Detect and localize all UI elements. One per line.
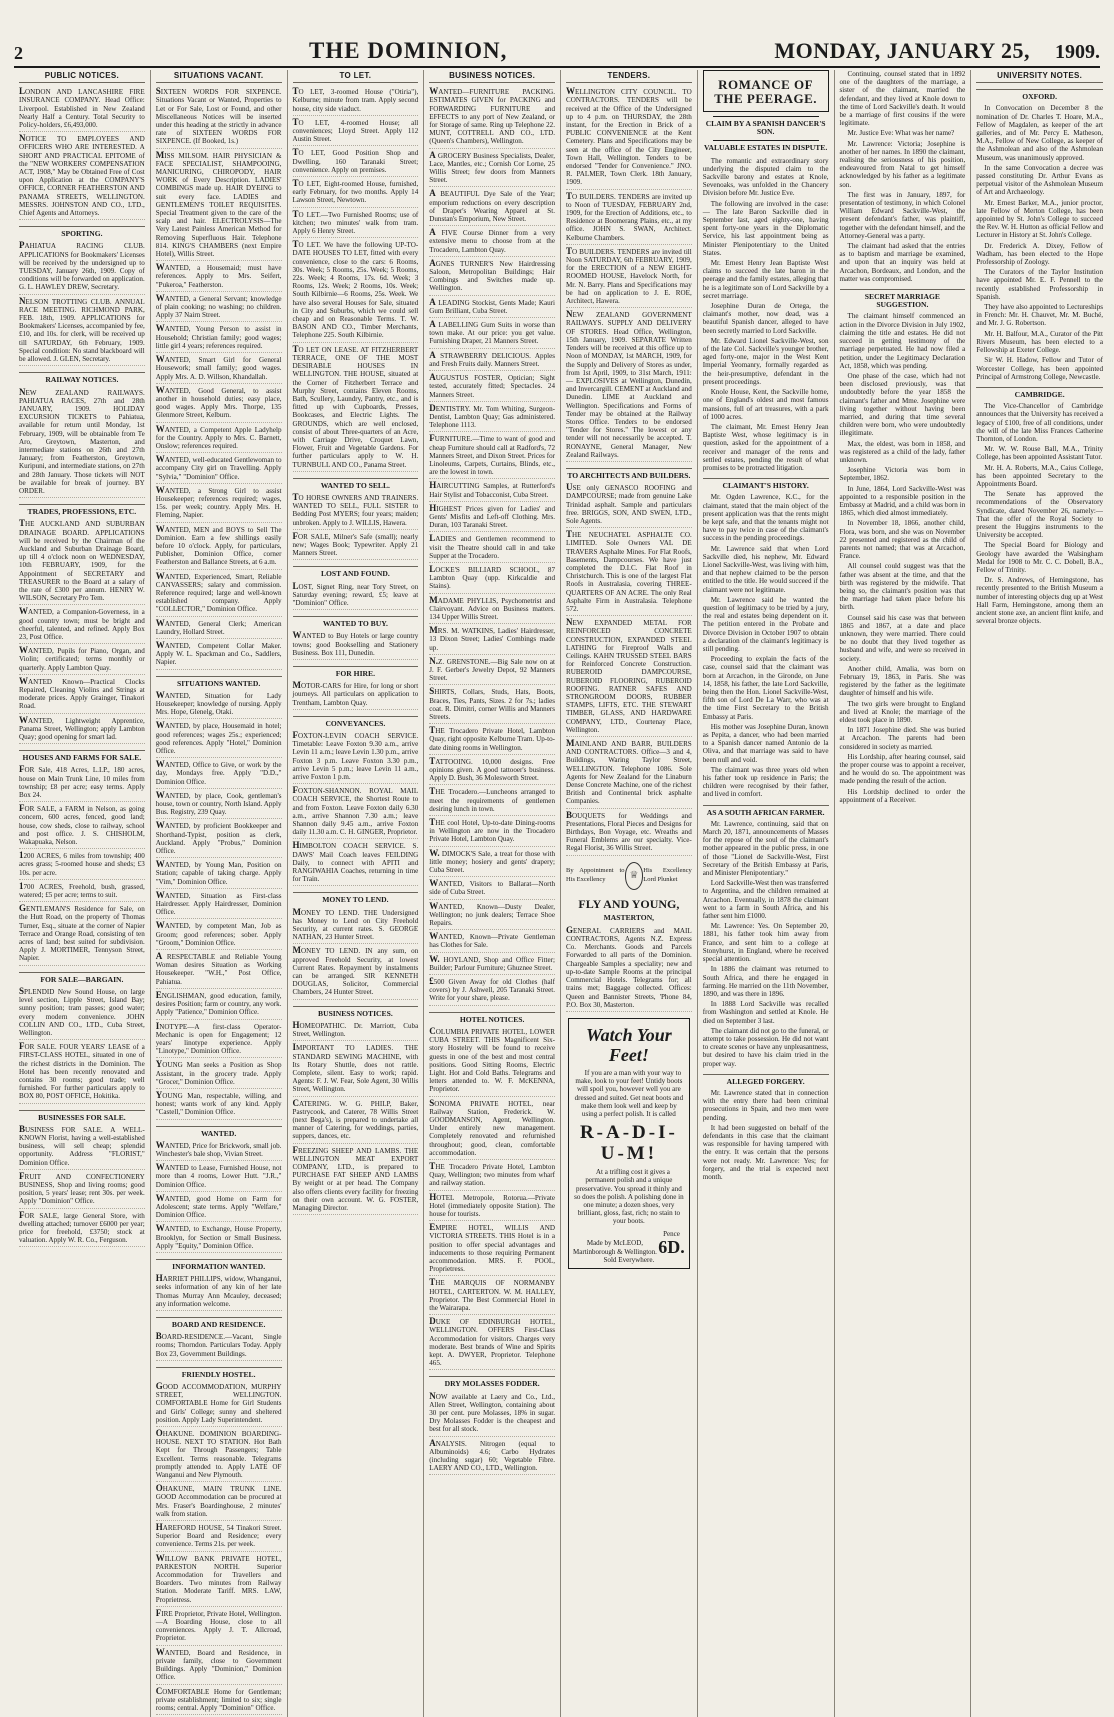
classified-ad: MOTOR-CARS for Hire, for long or short journeys. All particulars on application to Trentham, Lambton Quay. [293,681,419,710]
classified-ad: ENGLISHMAN, good education, family, desires Position; farm or country, any work. Apply "Patience," Dominion Office. [156,991,282,1020]
section-heading: SPORTING. [19,226,145,238]
classified-ad: SHIRTS, Collars, Studs, Hats, Boots, Braces, Ties, Pants, Sizes. 2 for 7s.; ladies coat. R. Dimitri, corner Willis and Manners Streets. [429,687,555,724]
classified-ad: THE Trocadero Private Hotel, Lambton Quay, Wellington; two minutes from wharf and railway station. [429,1162,555,1191]
article-paragraph: In November 18, 1866, another child, Flora, was born, and she was on November 22 presented and registered as the child of parents not named; that was at Arcachon, France. [839,519,966,561]
column-6 [698,70,835,1717]
classified-ad: WANTED, Pupils for Piano, Organ, and Violin; certificated; terms monthly or quarterly. Apply Lambton Quay. [19,646,145,675]
classified-ad: FOR SALE, large General Store, with dwelling attached; turnover £6000 per year; price for freehold, £3750; stock at valuation. Apply W. R. Co., Ferguson. [19,1211,145,1248]
section-heading: BUSINESS NOTICES. [293,1006,419,1018]
classified-ad: COLUMBIA PRIVATE HOTEL, LOWER CUBA STREET. THIS Magnificent Six-story Hostelry will be found to receive guests in one of the best and most central positions. Good Sitting Rooms, Electric Light. Hot and Cold Baths. Telegrams and letters attended to. W. F. McKENNA, Proprietor. [429,1027,555,1097]
section-heading: CONVEYANCES. [293,716,419,728]
article-paragraph: His Lordship declined to order the appointment of a Receiver. [839,787,966,804]
classified-ad: WANTED, a Companion-Governess, in a good country town; must be bright and cheerful, talented, and refined. Apply Box 23, Post Office. [19,607,145,644]
classified-ad: WANTED, Smart Girl for General Housework; small family; good wages. Apply Mrs. A. D. Willson, Khandallah. [156,355,282,384]
classified-ad: YOUNG Man, respectable, willing, and honest; wants work of any kind. Apply "Castell," Dominion Office. [156,1091,282,1120]
classified-ad: A STRAWBERRY DELICIOUS. Apples and Fresh Fruits daily. Manners Street. [429,351,555,371]
column-heading: BUSINESS NOTICES. [429,72,555,83]
section-heading: BUSINESSES FOR SALE. [19,1110,145,1122]
section-heading: BOARD AND RESIDENCE. [156,1317,282,1329]
classified-ad: LADIES and Gentlemen recommend to visit the Theatre should call in and take Supper at the Trocadero. [429,534,555,563]
price-row [573,1230,685,1256]
article-paragraph: Another child, Amalia, was born on February 19, 1863, in Paris. She was registered by the father as the legitimate daughter of himself and his wife. [839,664,966,698]
radium-brand: R-A-D-I-U-M! [579,1122,678,1165]
classified-ad: WANTED, Visitors to Ballarat—North side of Cuba Street. [429,879,555,899]
classified-ad: HOMEOPATHIC. Dr. Marriott, Cuba Street, Wellington. [293,1021,419,1041]
classified-ad: NEW ZEALAND RAILWAYS. PAHIATUA RACES, 27th and 28th JANUARY, 1909. HOLIDAY EXCURSION TICKETS to Pahiatua, available for return until Monday, 1st February, 1909, will be obtainable from Te Aro, Greytown, Masterton, and intermediate stations on 26th and 27th January; from Featherston, Greytown, Kuripuni, and intermediate stations, on 27th and 28th January. Those tickets will NOT be available for break of journey. BY ORDER. [19,388,145,499]
article-paragraph: In the same Convocation a decree was passed constituting Dr. Arthur Evans as perpetual visitor of the Ashmolean Museum of Art and Archaeology. [976,163,1103,197]
classified-ad: WANTED—FURNITURE PACKING. ESTIMATES GIVEN for PACKING and FORWARDING FURNITURE and EFFECTS to any port of New Zealand, or for Storage of same. Ring up Telephone 22. MUNT, COTTRELL AND CO., LTD. (Queen's Chambers), Wellington. [429,87,555,148]
article-paragraph: Mr. Lawrence: Victoria; Josephine is another of her names. In 1890 the claimant, realising the seriousness of his position, endeavoured from Natal to get himself acknowledged by his father as a legitimate son. [839,139,966,189]
classified-ad: AUGUSTUS FOSTER, Optician; Sight tested, accurately fitted; Spectacles. 24 Manners Street. [429,373,555,402]
classified-ad: HAREFORD HOUSE, 54 Tinakori Street. Superior Board and Residence; every convenience. Terms 21s. per week. [156,1523,282,1552]
price-block [658,1230,685,1256]
section-heading: FOR HIRE. [293,666,419,678]
classified-ad: WANTED, a Housemaid; must have references. Apply to Mrs. Seifert, "Pukeroa," Featherston. [156,263,282,292]
section-heading: WANTED. [156,1126,282,1138]
classified-ad: WANTED, General Clerk; American Laundry, Hollard Street. [156,619,282,639]
classified-ad: WANTED, Good General, to assist another in household duties; easy place, good wages. Apply Mrs. Thorpe, 135 Glenmore Street, Kelburn. [156,386,282,423]
classified-ad: FOR SALE, a FARM in Nelson, as going concern, 600 acres, fenced, good land; house, cow sheds, close to railway, school and post office. J. S. CHISHOLM, Wakapuaka, Nelson. [19,804,145,849]
article-paragraph: All counsel could suggest was that the father was absent at the time, and that the birth was registered by the midwife. That being so, the claimant's position was that the marriage had taken place before his birth. [839,562,966,612]
classified-ad: WANTED, well-educated Gentlewoman to accompany City girl on Travelling. Apply "Sylvia," "Dominion" Office. [156,455,282,484]
classified-ad: MISS MILSOM. HAIR PHYSICIAN & FACE SPECIALIST, SHAMPOOING, MANICURING, CHIROPODY, HAIR WORK of Every Description. LADIES' COMBINGS made up. HAIR DYEING to suit every face. LADIES and GENTLEMEN'S TOILET REQUISITES. Special Treatment given to the care of the scalp and hair. ELECTROLYSIS—The Very Latest Painless American Method for Removing Superfluous Hair. Telephone 814. KING'S CHAMBERS (next Empire Hotel), Willis Street. [156,151,282,262]
article-paragraph: Dr. S. Andrews, of Hemingstone, has recently presented to the British Museum a number of interesting objects dug up at West Hall Farm, Hemingstone, among them an ancient stone axe, an ancient flint knife, and several bronze objects. [976,576,1104,626]
column-heading: TO LET. [293,72,419,83]
article-paragraph: The claimant did not go to the funeral, or attempt to take possession. He did not want to create scenes or have any unpleasantness, but desired to have his claim tried in the proper way. [702,1026,829,1068]
classified-ad: NOW available at Laery and Co., Ltd., Allen Street, Wellington, containing about 30 per cent. pure Molasses, 18% in sugar. Dry Molasses Fodder is the cheapest and best for all stock. [429,1392,555,1437]
classified-ad: IMPORTANT TO LADIES. THE STANDARD SEWING MACHINE, with Its Rotary Shuttle, does not rattle. Complete, silent. Easy to work; rapid. Agents: F. J. W. Fear, Sole Agent, 30 Willis Street, Wellington. [293,1043,419,1096]
classified-ad: NEW ZEALAND GOVERNMENT RAILWAYS. SUPPLY AND DELIVERY OF STORES. Head Office, Wellington, 15th January, 1909. SEPARATE Written Tenders will be received at this office up to Noon of MONDAY, 1st MARCH, 1909, for the Supply and Delivery of Stores as under, from 1st April, 1909, to 31st March, 1911:— EXPLOSIVES at Wellington, Dunedin, and Invercargill. CEMENT at Auckland and Dunedin. LIME at Auckland and Wellington. Specifications and Forms of Tender may be obtained at the Railway Stores Office. Tenders to be endorsed "Tender for Stores." The lowest or any tender will not necessarily be accepted. T. RONAYNE, General Manager, New Zealand Railways. [566,310,692,462]
classified-ad: OHAKUNE, MAIN TRUNK LINE. GOOD Accommodation can be procured at Mrs. Fraser's Boardinghouse, 2 minutes' walk from station. [156,1484,282,1521]
classified-ad: FREEZING SHEEP AND LAMBS. THE WELLINGTON MEAT EXPORT COMPANY, LTD., is prepared to PURCHASE FAT SHEEP AND LAMBS By weight or at per head. The Company also offers clients every facility for freezing on their own account. W. G. FOSTER, Managing Director. [293,1146,419,1216]
classified-ad: WANTED, a General Servant; knowledge of plain cooking; no washing; no children. Apply 37 Nairn Street. [156,294,282,323]
article-paragraph: The Senate has approved the recommendations of the Observatory Syndicate, dated November 26, namely:—That the offer of the Royal Society to present the Huggins instruments to the University be accepted. [976,490,1103,540]
article-paragraph: Counsel said his case was that between 1865 and 1867, at a date and place unknown, they were married. There could be no doubt that they lived together as husband and wife, and were so received in society. [839,613,966,663]
maker-name: Made by McLEOD, [586,1239,644,1248]
classified-ad: LOST, Signet Ring, near Tory Street, on Saturday evening; reward, £5; leave at "Dominion" Office. [293,582,419,611]
article-paragraph: Josephine Victoria was born in September, 1862. [839,466,966,483]
column-4 [424,70,561,1717]
classified-ad: WANTED, good Home on Farm for Adolescent; state terms. Apply "Welfare," Dominion Office. [156,1194,282,1223]
article-paragraph: In 1888 Lord Sackville was recalled from Washington and settled at Knole. He died on September 3 last. [702,1000,829,1025]
section-heading: TO ARCHITECTS AND BUILDERS. [566,468,692,480]
appointment-left: By Appointment to His Excellency [566,867,625,883]
column-heading: SITUATIONS VACANT. [156,72,282,83]
article-paragraph: The claimant, Mr. Ernest Henry Jean Baptiste West, whose legitimacy is in question, asked for the appointment of a receiver and manager of the rents and settled estates, pending the result of what promises to be protracted litigation. [702,422,829,472]
article-paragraph: The Special Board for Biology and Geology have awarded the Walsingham Medal for 1908 to Mr. C. C. Dobell, B.A., Fellow of Trinity. [976,541,1103,574]
classified-ad: WANTED, by competent Man, Job as Groom; good references; sober. Apply "Groom," Dominion Office. [156,921,282,950]
column-8 [971,70,1108,1717]
classified-ad: A BEAUTIFUL Dye Sale of the Year; emporium reductions on every description of Draper's Wearing Apparel at St. Dunstan's Emporium, New Street. [429,189,555,226]
classified-ad: WILLOW BANK PRIVATE HOTEL, PARKESTON NORTH. Superior Accommodation for Travellers and Boarders. Two minutes from Railway Station. Moderate Tariff. MRS. LAW, Proprietress. [156,1554,282,1607]
classified-ad: WANTED, Office to Give, or work by the day, Mondays free. Apply "D.D.," Dominion Office. [156,760,282,789]
section-heading: TRADES, PROFESSIONS, ETC. [19,504,145,516]
article-paragraph: Mr. Justice Eve: What was her name? [847,129,955,138]
article-paragraph: Josephine Duran de Ortega, the claimant's mother, now dead, was a beautiful Spanish dancer, alleged to have been secretly married to Lord Sackville. [702,302,829,335]
section-heading: OXFORD. [976,89,1103,101]
section-heading: FOR SALE—BARGAIN. [19,972,145,984]
article-title-box [703,70,829,112]
classified-ad: AGNES TURNER'S New Hairdressing Saloon, Metropolitan Buildings; Hair Combings and Switches made up. Wellington. [429,259,555,296]
article-paragraph: Continuing, counsel stated that in 1892 one of the daughters of the marriage, a sister of the claimant, married the defendant, and they lived at Knole down to the time of Lord Sackville's death. It would be a marriage of first cousins if the were legitimate. [839,70,966,128]
article-paragraph: Mr. W. W. Rouse Ball, M.A., Trinity College, has been appointed Assistant Tutor. [976,445,1103,462]
classified-ad: WANTED, by place, Housemaid in hotel; good references; wages 25s.; experienced; good references. Apply "Hotel," Dominion Office. [156,721,282,758]
classified-ad: FOR SALE. FOUR YEARS' LEASE of a FIRST-CLASS HOTEL, situated in one of the richest districts in the Dominion. The Hotel has been recently renovated and contains 30 rooms; good trade; well furnished. For further particulars apply to BOX 80, POST OFFICE, Hokitika. [19,1042,145,1103]
article-paragraph: His Lordship, after hearing counsel, said the proper course was to appoint a receiver, and he would do so. The appointment was made pending the result of the action. [839,752,966,786]
classified-ad: NELSON TROTTING CLUB. ANNUAL RACE MEETING. RICHMOND PARK, FEB. 18th, 1909. APPLICATIONS for Bookmakers' Licenses, accompanied by fee, £10, and 10s. for clerk, will be received up till SATURDAY, 6th February, 1909. Special condition: No stand blackboard will be allowed. J. GLEN, Secretary. [19,297,145,367]
article-paragraph: Mr. Ogden Lawrence, K.C., for the claimant, stated that the main object of the present application was that the rents might be kept safe, and that the tenants might not have to pay twice in case of the claimant's success in the pending proceedings. [702,493,829,543]
rule-divider [713,140,819,141]
classified-ad: FOR Sale, 418 Acres, L.I.P., 180 acres, house on Main Trunk Line, 10 miles from township; £8 per acre; easy terms. Apply Box 24. [19,765,145,802]
classified-ad: 1200 ACRES, 6 miles from township; 400 acres grass; 5-roomed house and sheds; £3 10s. per acre. [19,851,145,880]
classified-ad: MADAME PHYLLIS, Psychometrist and Clairvoyant. Advice on Business matters. 134 Upper Willis Street. [429,596,555,625]
classified-ad: THE Trocadero.—Luncheons arranged to meet the requirements of gentlemen desiring lunch in town. [429,787,555,816]
classified-ad: A RESPECTABLE and Reliable Young Woman desires Situation as Working Housekeeper. "W.H.," Post Office, Pahiatua. [156,952,282,989]
maker-block [573,1239,657,1255]
article-paragraph: Knole House, Kent, the Sackville home, one of England's oldest and most famous mansions, full of art treasures, with a park of 1000 acres. [702,388,829,421]
classified-ad: A FIVE Course Dinner from a very extensive menu to choose from at the Trocadero, Lambton Quay. [429,228,555,257]
section-heading: DRY MOLASSES FODDER. [429,1376,555,1388]
classified-ad: YOUNG Man seeks a Position as Shop Assistant, in the grocery trade. Apply "Grocer," Dominion Office. [156,1060,282,1089]
article-paragraph: Mr. Ernest Henry Jean Baptiste West claims to succeed the late baron in the peerage and the family estates, alleging that he is a legitimate son of Lord Sackville by a secret marriage. [702,259,829,300]
article-title: ROMANCE OF THE PEERAGE. [714,77,818,106]
classified-ad: WANTED, Price for Brickwork, small job. Winchester's bale shop, Vivian Street. [156,1141,282,1161]
article-paragraph: The claimant was three years old when his father took up residence in Paris; the children were recognised by their father, and lived in comfort. [702,765,829,799]
classified-ad: EMPIRE HOTEL, WILLIS AND VICTORIA STREETS. THIS Hotel is in a position to offer special advantages and inducements to those requiring Permanent accommodation. MRS. F. POOL, Proprietress. [429,1223,555,1276]
classified-ad: TO LET, Good Position Shop and Dwelling, 160 Taranaki Street; convenience. Apply on premises. [293,148,419,177]
classified-ad: WANTED, Known—Dusty Dealer, Wellington; no junk dealers; Terrace Shoe Repairs. [429,902,555,931]
price-label: Pence [663,1229,680,1238]
classified-ad: FURNITURE.—Time to want of good and cheap Furniture should call at Radford's, 72 Manners Street, and Dixon Street. Prices for Linoleums, Carpets, Curtains, Blinds, etc., are the lowest in town. [429,434,555,479]
watch-your-feet-title: Watch Your Feet! [585,1024,672,1065]
classified-ad: 1700 ACRES, Freehold, bush, grassed, watered; £5 per acre; terms to suit. [19,882,145,902]
classified-ad: SONOMA PRIVATE HOTEL, near Railway Station, Frederick. W. GOODMANSON, Agent, Wellington. Under entirely new management. Completely renovated and refurnished throughout; good, clean, comfortable accommodation. [429,1099,555,1160]
section-heading: WANTED TO SELL. [293,478,419,490]
column-7 [835,70,972,1717]
article-paragraph: The romantic and extraordinary story underlying the disputed claim to the Sackville barony and estates at Knole, Sevenoaks, was unfolded in the Chancery Division before Mr. Justice Eve. [702,156,829,198]
classified-ad: TO LET, Eight-roomed House, furnished, early February, for two months. Apply 14 Lawson Street, Newtown. [293,179,419,208]
article-paragraph: Mr. Lawrence, continuing, said that on March 20, 1871, announcements of Masses for the repose of the soul of the claimant's mother appeared in the public press, in one of those "Lionel de Sackville-West, First Secretary of the British Embassy at Paris, and Minister Plenipotentiary." [702,819,829,878]
classified-ad: HOTEL Metropole, Rotorua.—Private Hotel (immediately opposite Station). The house for tourists. [429,1193,555,1222]
classified-ad: £500 Given Away for old Clothes (half covers) by J. Ashwell, 205 Taranaki Street. Write for your share, please. [429,977,555,1006]
classified-ad: WANTED to Buy Hotels or large country towns; good Bookselling and Stationery Business. Box 111, Dunedin. [293,631,419,660]
article-paragraph: Lord Sackville-West then was transferred to Argentina, and the children remained at Arcachon. Eventually, in 1878 the claimant went to a farm in South Africa, and his father sent him £1000. [702,879,829,921]
section-heading: HOTEL NOTICES. [429,1012,555,1024]
article-paragraph: Mr. H. A. Roberts, M.A., Caius College, has been appointed Secretary to the Appointments Board. [976,463,1103,488]
classified-ad: COMFORTABLE Home for Gentleman; private establishment; limited to six; single rooms; central. Apply "Dominion" Office. [156,1687,282,1716]
article-paragraph: In June, 1864, Lord Sackville-West was appointed to a responsible position in the Embassy at Madrid, and a child was born in 1865, which died almost immediately. [839,484,966,518]
section-heading: MONEY TO LEND. [293,892,419,904]
column-5 [561,70,698,1717]
classified-ad: WANTED, Situation as First-class Hairdresser. Apply Hairdresser, Dominion Office. [156,891,282,920]
section-heading: INFORMATION WANTED. [156,1259,282,1271]
classified-ad: N.Z. GRENSTONE.—Big Sale now on at J. F. Gerber's Jewelry Depot, 92 Manners Street. [429,657,555,686]
classified-ad: WELLINGTON CITY COUNCIL. TO CONTRACTORS. TENDERS will be received at the Office of the Undersigned up to 4 p.m. on THURSDAY, the 28th instant, for the Erection in Brick of a PUBLIC CONVENIENCE at the Kent Cemetery. Plans and Specifications may be seen at the office of the City Engineer, Town Hall, Wellington. Tenders to be endorsed "Tender for Convenience." JNO. R. PALMER, Town Clerk. 18th January, 1909. [566,87,692,189]
classified-ad: THE Trocadero Private Hotel, Lambton Quay, right opposite Kelburne Tram. Up-to-date dining rooms in Wellington. [429,726,555,755]
article-paragraph: Mr. Edward Lionel Sackville-West, son of the late Col. Sackville's younger brother, aged forty-one, major in the West Kent Imperial Yeomanry, formally regarded as the heir-presumptive, defendant in the present proceedings. [702,336,829,386]
maker-address: Martinborough & Wellington. [573,1247,657,1256]
classified-ad: LONDON AND LANCASHIRE FIRE INSURANCE COMPANY. Head Office: Liverpool. Established in New Zealand Nearly Half a Century. Total Security to Policy-holders, £6,493,000. [19,87,145,132]
article-paragraph: The claimant had asked that the entries as to baptism and marriage be examined, and upon that an inquiry was held at Arcachon, Bordeaux, and London, and the matter was compromised. [839,242,966,283]
classified-ad: DUKE OF EDINBURGH HOTEL, WELLINGTON. OFFERS First-Class Accommodation for visitors. Charges very moderate. Best brands of Wine and Spirits kept. A. DWYER, Proprietor. Telephone 465. [429,1317,555,1370]
classified-ad: BOARD-RESIDENCE.—Vacant, Single rooms; Thorndon. Particulars Today. Apply Box 23, Government Buildings. [156,1332,282,1361]
article-paragraph: Mr. Lawrence: Yes. On September 20, 1881, his father took him away from France, and sent him to a college at Stonyhurst, in England, where he received special attention. [702,922,829,964]
classified-ad: SIXTEEN WORDS FOR SIXPENCE. Situations Vacant or Wanted, Properties to Let or For Sale, Lost or Found, and other Miscellaneous Notices will be inserted under this heading at the strictly in advance rate of SIXTEEN WORDS FOR SIXPENCE. (If Booked, 1s.) [156,87,282,148]
classified-ad: PAHIATUA RACING CLUB. APPLICATIONS for Bookmakers' Licenses will be received by the undersigned up to TUESDAY, January 26th, 1909. Copy of conditions will be forwarded on application. G. L. HAWLEY DREW, Secretary. [19,241,145,294]
classified-ad: W. HOYLAND, Shop and Office Fitter; Builder; Parlour Furniture; Ghuznee Street. [429,955,555,975]
issue-year: 1909. [1055,41,1100,63]
article-paragraph: Dr. Frederick A. Dixey, Fellow of Wadham, has been elected to the Hope Professorship of Zoology. [976,241,1103,267]
section-heading: AS A SOUTH AFRICAN FARMER. [703,805,829,817]
classified-ad: WANTED Known—Practical Clocks Repaired, Cleaning Violins and Strings at moderate prices. Apply Grainger, Tinakori Road. [19,677,145,714]
article-paragraph: Max, the eldest, was born in 1858, and was registered as a child of the lady, father unknown. [839,439,966,464]
page-number: 2 [14,43,23,63]
classified-ad: MRS. M. WATKINS, Ladies' Hairdresser, 13 Dixon Street; Ladies' Combings made up. [429,626,555,655]
article-paragraph: Mr. Ernest Barker, M.A., junior proctor, late Fellow of Merton College, has been appointed by St. John's College to succeed the Rev. W. H. Hutton as official Fellow and Lecturer in History at St. John's College. [976,198,1103,240]
classified-ad: A GROCERY Business Specialists, Dealer, Lace, Mantles, etc.; Cornish Cor Lorne, 25 Willis Street; few doors from Manners Street. [429,151,555,188]
classified-ad: TO LET, 3-roomed House ("Otiria"), Kelburne; minute from tram. Apply second house, city side viaduct. [293,87,419,116]
classified-ad: THE MARQUIS OF NORMANBY HOTEL, CARTERTON. W. M. HALLEY, Proprietor. The Best Commercial Hotel in the Wairarapa. [429,1278,555,1315]
classified-ad: HAIRCUTTING Samples, at Rutterford's Hair Stylist and Tobacconist, Cuba Street. [429,481,555,501]
issue-date: MONDAY, JANUARY 25, [774,38,1030,63]
article-paragraph: Mr. Lawrence stated that in connection with the entry there had been criminal prosecutions in Spain, and two men were pending. [702,1088,829,1122]
column-1 [14,70,151,1717]
radium-advert [568,1018,690,1269]
classified-ad: TO LET ON LEASE. AT FITZHERBERT TERRACE, ONE OF THE MOST DESIRABLE HOUSES IN WELLINGTON. THE HOUSE, situated at the Corner of Fitzherbert Terrace and Murphy Street, contains Eleven Rooms, Bath, Scullery, Laundry, Pantry, etc., and is fitted up with Cupboards, Presses, Bookcases, and Electric Lights. The GROUNDS, which are well enclosed, consist of about Three-quarters of an Acre, with Carriage Drive, Croquet Lawn, Flower, Fruit and Vegetable Gardens. For further particulars apply to W. H. TURNBULL AND CO., Panama Street. [293,345,419,472]
classified-ad: LOCKE'S BILLIARD SCHOOL, 87 Lambton Quay (upp. Kirkcaldie and Stains). [429,565,555,594]
classified-ad: TO BUILDERS. TENDERS are invited till Noon SATURDAY, 6th FEBRUARY, 1909, for the ERECTION of a NEW EIGHT-ROOMED HOUSE, Havelock North, for Mr. N. Barry. Plans and Specifications may be had on application to J. E. ROE, Architect, Hawera. [566,247,692,308]
classified-ad: WANTED, by place, Cook, gentleman's house, town or country, North Island. Apply Bus. Registry, 239 Quay. [156,791,282,820]
classified-ad: MAINLAND AND BARR, BUILDERS AND CONTRACTORS. Office—3 and 4, Buildings, Waring Taylor Street, WELLINGTON. Telephone 1086. Sole Agents for New Zealand for the Linaburn Dense Concrete Machine, one of the richest British and Continental brick asphalte Companies. [566,739,692,809]
classified-ad: TO LET, 4-roomed House; all conveniences; Lloyd Street. Apply 112 Austin Street. [293,118,419,147]
classified-ad: WANTED to Lease, Furnished House, not more than 4 rooms, Lower Hutt. "J.R.," Dominion Office. [156,1163,282,1192]
classified-ad: TATTOOING. 10,000 designs. Free opinions given. A good tattooer's business. Apply D. Bush, 36 Molesworth Street. [429,757,555,786]
classified-ad: WANTED, by Young Man, Position on Station; capable of taking charge. Apply "Vim," Dominion Office. [156,860,282,889]
classified-ad: A LABELLING Gum Suits in worse than town make. At our price: you get value. Furnishing Draper, 21 Manners Street. [429,320,555,349]
article-subheading: CLAIM BY A SPANISH DANCER'S SON. [705,119,826,137]
article-paragraph: In Convocation on December 8 the nomination of Dr. Charles T. Hoare, M.A., Fellow of Magdalen, as keeper of the art galleries, and of Mr. Percy E. Matheson, M.A., Fellow of New College, as keeper of the Ashmolean and also of the Ashmolean Museum, was unanimously approved. [976,104,1103,162]
classified-ad: WANTED, Competent Collar Maker. Apply W. L. Spackman and Co., Saddlers, Napier. [156,641,282,670]
column-heading: PUBLIC NOTICES. [19,72,145,83]
article-paragraph: The Curators of the Taylor Institution have appointed Mr. E. F. Pennell to the recently established Professorship in Spanish. [976,268,1103,301]
classified-ad: WANTED, Situation for Lady Housekeeper; knowledge of nursing. Apply Mrs. Hope, Glenelg, Otaki. [156,691,282,720]
classified-ad: HIMBOLTON COACH SERVICE. S. DAWS' Mail Coach leaves FEILDING Daily, to connect with APITI and RANGIWAHIA Coaches, returning in time for Train. [293,841,419,886]
classified-ad: WANTED, by proficient Bookkeeper and Shorthand-Typist, position as clerk, Auckland. Apply "Probus," Dominion Office. [156,821,282,858]
radium-body: At a trifling cost it gives a permanent polish and a unique preservative. You spread it thinly and so does the polish. A polishing done in one minute; a dozen shoes, very brilliant, gloss, fast, rich; no stain to your boots. [574,1168,684,1226]
price-value: 6D. [658,1236,685,1257]
radium-intro: If you are a man with your way to make, look to your feet! Untidy boots will spoil you, however well you are dressed and suited. Get neat boots and make them look well and keep by using a perfect polish. It is called [574,1068,684,1118]
classified-ad: WANTED, Board and Residence, in private family, close to Government Buildings. Apply "Dominion," Dominion Office. [156,1648,282,1685]
classified-ad: USE only GENASCO ROOFING and DAMPCOURSE; made from genuine Lake Trinidad asphalt. Sample and particulars free. BRIGGS, SON, AND SWEN, LTD., Sole Agents. [566,483,692,528]
classified-ad: THE NEUCHATEL ASPHALTE CO. LIMITED. Sole Owners VAL DE TRAVERS Asphalte Mines. For Flat Roofs, Basements, Dampcourses. We have just completed the D.I.C. Flat Roof in Christchurch. This is one of the largest Flat Roofs in Australasia, covering THREE-QUARTERS OF AN ACRE. The only Real Asphalte Firm in Australasia. Telephone 572. [566,530,692,616]
classified-ad: MONEY TO LEND. IN any sum, on approved Freehold Security, at lowest Current Rates. Repayment by instalments can be arranged. SIR KENNETH DOUGLAS, Solicitor, Commercial Chambers, 24 Hunter Street. [293,946,419,999]
classified-ad: HIGHEST Prices given for Ladies' and Gents' Misfits and Left-off Clothing. Mrs. Duran, 103 Taranaki Street. [429,504,555,533]
article-paragraph: Mr. Lawrence said he wanted the question of legitimacy to be tried by a jury, the real and estates being dependent on it. The petition entered in the Probate and Divorce Division in October 1907 to obtain a declaration of the claimant's legitimacy is still pending. [702,595,829,653]
article-paragraph: The following are involved in the case:— The late Baron Sackville died in September last, aged eighty-one, having spent forty-one years in the Diplomatic Service, his last appointment being as Minister Plenipotentiary to the United States. [702,199,829,257]
article-paragraph: In 1871 Josephine died. She was buried at Arcachon. The parents had been considered in society as married. [839,726,966,751]
classified-ad: GOOD ACCOMMODATION, MURPHY STREET, WELLINGTON. COMFORTABLE Home for Girl Students and Girls' College; sunny and sheltered position. Apply Lady Superintendent. [156,1382,282,1427]
appointment-right: His Excellency Lord Plunket [643,867,692,883]
classified-ad: TO HORSE OWNERS AND TRAINERS. WANTED TO SELL, FULL SISTER to Bedding Post MYERS; four years; maiden; unbroken. Apply to J. WILLIS, Hawera. [293,493,419,530]
article-paragraph: Sir W. H. Hadow, Fellow and Tutor of Worcester College, has been appointed Principal of Armstrong College, Newcastle. [976,356,1103,381]
classified-ad: TO LET.—Two Furnished Rooms; use of kitchen; two minutes' walk from tram. Apply 6 Henry Street. [293,210,419,239]
classified-ad: DENTISTRY. Mr. Tom Whiting, Surgeon-Dentist, Lambton Quay; Gas administered. Telephone 1113. [429,404,555,433]
section-heading: CLAIMANT'S HISTORY. [703,478,829,490]
classified-ad: SPLENDID New Sound House, on large level section, Lipple Street, Island Bay; sunny position; tram passes; good water; every modern convenience. JOHN COLLIN AND CO., LTD., Cuba Street, Wellington. [19,987,145,1040]
classified-ad: NOTICE TO EMPLOYEES AND OFFICERS WHO ARE INTERESTED. A SHORT AND PRACTICAL EPITOME of the "NEW WORKERS' COMPENSATION ACT, 1908," May be Obtained Free of Cost upon Application at the COMPANY'S OFFICE, CORNER FEATHERSTON AND PANAMA STREETS, WELLINGTON. MESSRS. JOHNSTON AND CO., LTD., Chief Agents and Attorneys. [19,134,145,220]
classified-ad: HARRIET PHILLIPS, widow, Whanganui, seeks information of any kin of her late Thomas Murray Ann Mcauley, deceased; any information welcome. [156,1274,282,1311]
section-heading: FRIENDLY HOSTEL. [156,1367,282,1379]
article-paragraph: They have also appointed to Lectureships in French: Mr. H. Chauvet, Mr. M. Buché, and Mr. J. G. Robertson. [976,303,1103,328]
fly-young-title: FLY AND YOUNG, [578,896,680,911]
sold-everywhere: Sold Everywhere. [603,1255,655,1264]
classified-ad: THE cool Hotel, Up-to-date Dining-rooms in Wellington are now in the Trocadero Private Hotel, Lambton Quay. [429,818,555,847]
classified-ad: MONEY TO LEND. THE Undersigned has Money to Lend on City Freehold Security, at current rates. S. GEORGE NATHAN, 23 Hunter Street. [293,908,419,945]
classified-ad: WANTED, a Competent Apple Ladyhelp for the Country. Apply to Mrs. C. Barnett, Onslow; references required. [156,425,282,454]
article-paragraph: It had been suggested on behalf of the defendants in this case that the claimant was responsible for having tampered with the entry. It was certain that the persons were not ready. Mr. Lawrence: Yes; for forgery, and the trial is expected next month. [702,1123,829,1181]
royal-seal-icon: ♕ [625,862,644,890]
fly-young-place: MASTERTON, [603,912,655,922]
article-paragraph: The Vice-Chancellor of Cambridge announces that the University has received a legacy of £100, free of all conditions, under the will of the late Miss Frances Catherine Thornton, of London. [976,402,1103,443]
section-heading: ALLEGED FORGERY. [703,1074,829,1086]
article-paragraph: Proceeding to explain the facts of the case, counsel said that the claimant was born at Arcachon, in the Gironde, on June 14, 1858, his father, the late Lord Sackville, being then the Hon. Lionel Sackville-West, fifth son of Lord De La Warr, who was at the time First Secretary to the British Embassy at Paris. [702,655,829,721]
appointment-logos [566,862,692,890]
section-heading: WANTED TO BUY. [293,616,419,628]
section-heading: LOST AND FOUND. [293,566,419,578]
classified-ad: WANTED, a Strong Girl to assist Housekeeper; references required; wages, 15s. per week; country. Apply Mrs. H. Fleming, Napier. [156,486,282,523]
classified-ad: W. DIMOCK'S Sale, a treat for those with little money; hosiery and gents' drapery; Cuba Street. [429,849,555,878]
column-2 [151,70,288,1717]
section-heading: HOUSES AND FARMS FOR SALE. [19,750,145,762]
column-heading: TENDERS. [566,72,692,83]
classified-ad: ANALYSIS. Nitrogen (equal to Albuminoids) 4.6; Carbo Hydrates (including sugar) 60; Vegetable Fibre. LAERY AND CO., LTD., Wellington. [429,1439,555,1476]
section-heading: SITUATIONS WANTED. [156,676,282,688]
classified-ad: A LEADING Stockist, Gents Made; Kauri Gum Brilliant, Cuba Street. [429,298,555,318]
section-heading: RAILWAY NOTICES. [19,372,145,384]
newspaper-title: THE DOMINION, [309,38,508,63]
fly-young-body: GENERAL CARRIERS and MAIL CONTRACTORS, Agents N.Z. Express Co. Merchants. Goods and Parcels Forwarded to all parts of the Dominion. Chargeable Samples a speciality; new and up-to-date Sample Rooms at the principal Commercial Hotels. Telegrams for; all trains met; Baggage collected. Offices: Queen and Bannister Streets, 'Phone 84, P.O. Box 30, Masterton. [566,926,692,1012]
classified-ad: WANTED, Known—Private Gentleman has Clothes for Sale. [429,932,555,952]
article-paragraph: Mr. H. Balfour, M.A., Curator of the Pitt Rivers Museum, has been elected to a Fellowship at Exeter College. [976,329,1103,355]
article-paragraph: The first was in January, 1897, for presentation of testimony, in which Colonel William Edward Sackville-West, the present defendant's father, was plaintiff, together with the defendant himself, and the Attorney-General was a party. [839,190,966,240]
classified-ad: CATERING. W. G. PHILP, Baker, Pastrycook, and Caterer, 78 Willis Street (next Bega's), is prepared to undertake all manner of Catering, for weddings, parties, suppers, dances, etc. [293,1099,419,1144]
article-paragraph: One phase of the case, which had not been disclosed previously, was that undoubtedly before the year 1858 the claimant's father and Mme. Josephine were living together without having been married, and during that time several children were born, who were undoubtedly illegitimate. [839,371,966,438]
section-label: VALUABLE ESTATES IN DISPUTE. [704,143,828,153]
section-heading: CAMBRIDGE. [976,387,1103,399]
classified-ad: OHAKUNE. DOMINION BOARDING-HOUSE. NEXT TO STATION. Hot Bath Kept for Through Passengers; Table Excellent. Terms reasonable. Telegrams promptly attended to. Apply LATE OF Wanganui and New Plymouth. [156,1429,282,1482]
article-paragraph: His mother was Josephine Duran, known as Pepita, a dancer, who had been married to a Spanish dancer named Antonio de la Oliva, and that marriage was said to have been null and void. [702,722,829,764]
classified-ad: TO BUILDERS. TENDERS are invited up to Noon of TUESDAY, FEBRUARY 2nd, 1909, for the Erection of Additions, etc., to Residence at Boomerang Plains, etc., at my office. JOHN S. SWAN, Architect. Kelburne Chambers. [566,192,692,245]
classified-ad: FOXTON-SHANNON. ROYAL MAIL COACH SERVICE, the Shortest Route to and from Foxton. Leave Foxton daily 6.30 a.m., arrive Shannon 7.30 a.m.; leave Shannon daily 9.45 a.m., arrive Foxton daily 11.30 a.m. C. H. GINGER, Proprietor. [293,786,419,839]
classified-ad: WANTED, Lightweight Apprentice, Panama Street, Wellington; apply Lambton Quay; good opening for smart lad. [19,716,145,745]
classified-ad: FIRE Proprietor, Private Hotel, Wellington.—A Boarding House, close to all conveniences. Apply J. T. Allcroad, Proprietor. [156,1609,282,1646]
article-paragraph: The two girls were brought to England and lived at Knole; the marriage of the eldest took place in 1890. [839,699,966,725]
classified-ad: BUSINESS FOR SALE. A WELL-KNOWN Florist, having a well-established business, will sell cheap; splendid opportunity. Address "FLORIST," Dominion Office. [19,1125,145,1170]
column-heading: UNIVERSITY NOTES. [976,72,1103,83]
classified-ad: GENTLEMAN'S Residence for Sale, on the Hutt Road, on the property of Thomas Turner, Esq., situate at the corner of Napier Terrace and Orange Road, consisting of ten acres of land; best suited for subdivision. Apply J. MORTIMER, Tennyson Street, Napier. [19,904,145,965]
classified-ad: BOUQUETS for Weddings and Presentations, Floral Pieces and Designs for Birthdays, Bon Voyage, etc. Wreaths and Funeral Emblems are our specialty. Vice-Regal Florist, 36 Willis Street. [566,811,692,856]
column-3 [288,70,425,1717]
classified-ad: WANTED, to Exchange, House Property, Brooklyn, for Section or Small Business. Apply "Equity," Dominion Office. [156,1224,282,1253]
classified-ad: TO LET. We have the following UP-TO-DATE HOUSES TO LET, fitted with every convenience, close to the cars: 6 Rooms, 30s. Week; 5 Rooms, 25s. Week; 5 Rooms, 22s. Week; 4 Rooms, 17s. 6d. Week; 3 Rooms, 12s. Week; 2 Rooms, 10s. Week; South Kilbirnie—6 Rooms, 25s. Week. We have also several Houses for Sale, situated in City and Suburbs, which we could sell cheap and on Reasonable Terms. T. W. BASON AND CO., Timber Merchants, Telephone 225. South Kilbirnie. [293,240,419,342]
classified-ad: FRUIT AND CONFECTIONERY BUSINESS, Shop and living rooms; good position, 5 years' lease; rent 30s. per week. Apply "Dominion" Office. [19,1172,145,1209]
classified-ad: THE AUCKLAND AND SUBURBAN DRAINAGE BOARD. APPLICATIONS will be received by the Chairman of the Auckland and Suburban Drainage Board, up till 4 o'clock noon on WEDNESDAY, 10th FEBRUARY, 1909, for the Appointment of SECRETARY and TREASURER to the Board at a salary of the rate of £300 per annum. HENRY W. WILSON, Secretary Pro Tem. [19,519,145,605]
classified-ad: NEW EXPANDED METAL FOR REINFORCED CONCRETE CONSTRUCTION, EXPANDED STEEL LATHING for Fireproof Walls and Ceilings. KAHN TRUSSED STEEL BARS for Reinforced Concrete Construction. RUBEROID DAMPCOURSE, RUBEROID FLOORING, RUBEROID ROOFING. RATNER SAFES AND STRONGROOM DOORS, RUBBER STAMPS, LIFTS, ETC. THE STEWART TIMBER, GLASS, AND HARDWARE COMPANY, LTD., Courtenay Place, Wellington. [566,618,692,737]
article-paragraph: Mr. Lawrence said that when Lord Sackville died, his nephew, Mr. Edward Lionel Sackville-West, was living with him, and that nephew claimed to be the person entitled to the title. He would succeed if the claimant were not legitimate. [702,544,829,594]
classified-ad: WANTED, MEN and BOYS to Sell The Dominion. Earn a few shillings easily before 10 o'clock. Apply, for particulars, Publisher, Dominion Office, corner Featherston and Ballance Streets, at 6 a.m. [156,525,282,570]
article-paragraph: In 1886 the claimant was returned to South Africa, and there he engaged in farming. He married on the 11th November, 1890, and was there in 1896. [702,965,829,998]
rule-divider [713,116,819,117]
classified-ad: FOR SALE, Milner's Safe (small); nearly new; Wages Book; Typewriter. Apply 21 Manners Street. [293,532,419,561]
masthead [14,40,1100,68]
article-paragraph: The claimant himself commenced an action in the Divorce Division in July 1902, claiming the title and estates. He did not succeed in getting testimony of the marriage perpetuated. He had now filed a petition, under the Legitimacy Declaration Act, 1858, which was pending. [839,312,966,370]
classified-ad: WANTED, Experienced, Smart, Reliable CANVASSERS; salary and commission. Reference required; large and well-known established company. Apply "COLLECTOR," Dominion Office. [156,572,282,617]
classified-ad: WANTED, Young Person to assist in Household; Christian family; good wages; little girl 4 years; references required. [156,324,282,353]
section-heading: SECRET MARRIAGE SUGGESTION. [840,289,966,309]
classified-ad: INOTYPE—A first-class Operator-Mechanic is open for Engagement; 12 years' linotype experience. Apply "Linotype," Dominion Office. [156,1022,282,1059]
classified-ad: FOXTON-LEVIN COACH SERVICE. Timetable: Leave Foxton 9.30 a.m., arrive Levin 11 a.m.; leave Levin 1.30 p.m., arrive Foxton 3 p.m. Leave Foxton 3.30 p.m., arrive Levin 5 p.m.; leave Levin 11 a.m., arrive Foxton 1 p.m. [293,731,419,784]
columns-grid [14,70,1108,1712]
